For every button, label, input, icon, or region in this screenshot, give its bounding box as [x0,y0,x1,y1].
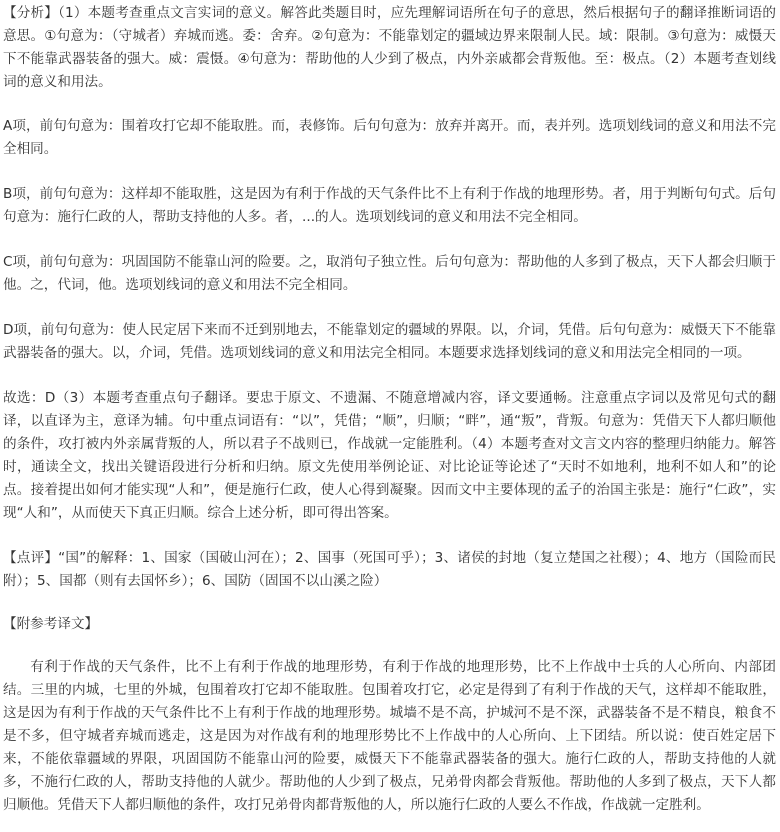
translation-paragraph: 有利于作战的天气条件，比不上有利于作战的地理形势，有利于作战的地理形势，比不上作战中士兵的人心所向、内部团结。三里的内城，七里的外城，包围着攻打它却不能取胜。包围着攻打它，必定是得到了有利于作战的天气，这样却不能取胜，这是因为有利于作战的天气条件比不上有利于作战的地理形势。城墙不是不高，护城河不是不深，武器装备不是不精良，粮食不是不多，但守城者弃城而逃走，这是因为对作战有利的地理形势比不上作战中的人心所向、上下团结。所以说：使百姓定居下来，不能依靠疆域的界限，巩固国防不能靠山河的险要，威慑天下不能靠武器装备的强大。施行仁政的人，帮助支持他的人就多，不施行仁政的人，帮助支持他的人就少。帮助他的人少到了极点，兄弟骨肉都会背叛他。帮助他的人多到了极点，天下人都归顺他。凭借天下人都归顺他的条件，攻打兄弟骨肉都背叛他的人，所以施行仁政的人要么不作战，作战就一定胜利。 [3,659,776,813]
translation-heading: 【附参考译文】 [3,616,99,632]
option-a-paragraph: A项，前句句意为：围着攻打它却不能取胜。而，表修饰。后句句意为：放弃并离开。而，表并列。选项划线词的意义和用法不完全相同。 [3,118,776,157]
option-c-paragraph: C项，前句句意为：巩固国防不能靠山河的险要。之，取消句子独立性。后句句意为：帮助他的人多到了极点，天下人都会归顺于他。之，代词，他。选项划线词的意义和用法不完全相同。 [3,254,776,293]
analysis-paragraph: 【分析】（1）本题考查重点文言实词的意义。解答此类题目时，应先理解词语所在句子的意思，然后根据句子的翻译推断词语的意思。①句意为：（守城者）弃城而逃。委：舍弃。②句意为：不能靠划定的疆域边界来限制人民。域：限制。③句意为：威慑天下不能靠武器装备的强大。威：震慑。④句意为：帮助他的人少到了极点，内外亲戚都会背叛他。至：极点。（2）本题考查划线词的意义和用法。 [3,5,776,90]
option-d-paragraph: D项，前句句意为：使人民定居下来而不迁到别地去，不能靠划定的疆域的界限。以，介词，凭借。后句句意为：威慑天下不能靠武器装备的强大。以，介词，凭借。选项划线词的意义和用法完全相同。本题要求选择划线词的意义和用法完全相同的一项。 [3,322,776,361]
option-b-paragraph: B项，前句句意为：这样却不能取胜，这是因为有利于作战的天气条件比不上有利于作战的地理形势。者，用于判断句句式。后句句意为：施行仁政的人，帮助支持他的人多。者，...的人。选项划线词的意义和用法不完全相同。 [3,186,776,225]
comment-paragraph: 【点评】“国”的解释：1、国家（国破山河在）；2、国事（死国可乎）；3、诸侯的封地（复立楚国之社稷）；4、地方（国险而民附）；5、国都（则有去国怀乡）；6、国防（固国不以山溪之险） [3,550,776,589]
answer-paragraph: 故选：D（3）本题考查重点句子翻译。要忠于原文、不遗漏、不随意增减内容，译文要通畅。注意重点字词以及常见句式的翻译，以直译为主，意译为辅。句中重点词语有：“以”，凭借；“顺”，归顺；“畔”，通“叛”，背叛。句意为：凭借天下人都归顺他的条件，攻打被内外亲属背叛的人，所以君子不战则已，作战就一定能胜利。（4）本题考查对文言文内容的整理归纳能力。解答时，通读全文，找出关键语段进行分析和归纳。原文先使用举例论证、对比论证等论述了“天时不如地利，地利不如人和”的论点。接着提出如何才能实现“人和”，便是施行仁政，使人心得到凝聚。因而文中主要体现的孟子的治国主张是：施行“仁政”，实现“人和”，从而使天下真正归顺。综合上述分析，即可得出答案。 [3,390,776,521]
